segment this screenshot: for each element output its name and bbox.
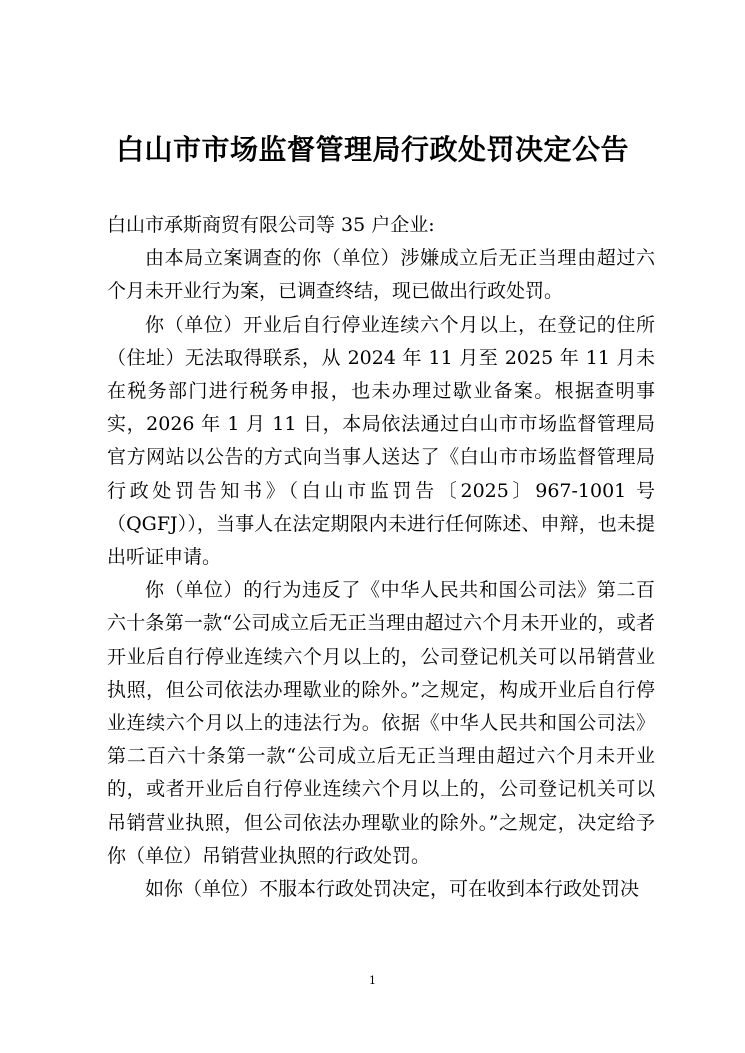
document-body (107, 209, 655, 906)
document-title: 白山市市场监督管理局行政处罚决定公告 (115, 133, 629, 166)
paragraph-legal-basis: 你（单位）的行为违反了《中华人民共和国公司法》第二百六十条第一款“公司成立后无正当理由超过六个月未开业的，或者开业后自行停业连续六个月以上的，公司登记机关可以吊销营业执照，但公司依法办理歇业的除外。”之规定，构成开业后自行停业连续六个月以上的违法行为。依据《中华人民共和国公司法》第二百六十条第一款“公司成立后无正当理由超过六个月未开业的，或者开业后自行停业连续六个月以上的，公司登记机关可以吊销营业执照，但公司依法办理歇业的除外。”之规定，决定给予你（单位）吊销营业执照的行政处罚。 (107, 579, 655, 867)
paragraph-facts: 你（单位）开业后自行停业连续六个月以上，在登记的住所（住址）无法取得联系，从 2024 年 11 月至 2025 年 11 月未在税务部门进行税务申报，也未办理过歇业备案。根据查明事实，2026 年 1 月 11 日，本局依法通过白山市市场监督管理局官方网站以公告的方式向当事人送达了《白山市市场监督管理局行政处罚告知书》（白山市监罚告〔2025〕967-1001 号（QGFJ）），当事人在法定期限内未进行任何陈述、申辩，也未提出听证申请。 (107, 313, 655, 569)
paragraph-appeal-notice: 如你（单位）不服本行政处罚决定，可在收到本行政处罚决 (145, 878, 640, 901)
page-number: 1 (369, 974, 376, 987)
addressee-line: 白山市承斯商贸有限公司等 35 户企业: (107, 214, 435, 236)
paragraph-case-summary: 由本局立案调查的你（单位）涉嫌成立后无正当理由超过六个月未开业行为案，已调查终结，现已做出行政处罚。 (107, 247, 655, 303)
